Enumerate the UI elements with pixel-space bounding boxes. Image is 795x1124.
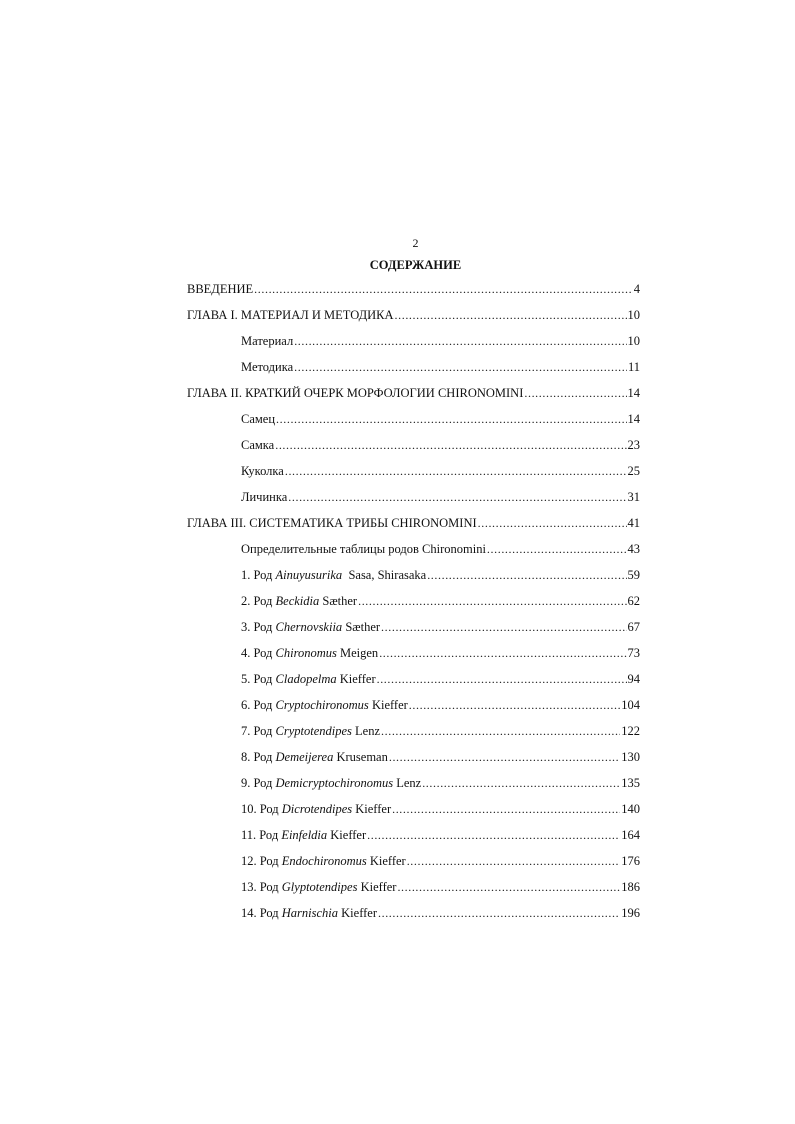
author-name: Sæther — [342, 620, 381, 634]
toc-entry-page: 186 — [621, 880, 640, 894]
toc-entry-title — [187, 513, 477, 533]
author-name: Lenz — [351, 724, 381, 738]
toc-entry-page: 14 — [627, 412, 640, 426]
genus-name: Cryptotendipes — [275, 724, 352, 738]
author-name: Meigen — [336, 646, 379, 660]
toc-entry-page: 122 — [621, 724, 640, 738]
genus-name: Harnischia — [281, 906, 339, 920]
dot-leader — [478, 513, 627, 533]
toc-entry — [187, 799, 640, 825]
author-name: Kieffer — [366, 854, 406, 868]
toc-entry-page: 164 — [621, 828, 640, 842]
toc-entry-prefix: Самка — [241, 438, 275, 452]
author-name: Kieffer — [336, 672, 376, 686]
author-name: Lenz — [393, 776, 422, 790]
toc-entry-page: 140 — [621, 802, 640, 816]
genus-name: Chernovskiia — [275, 620, 343, 634]
toc-entry — [187, 357, 640, 383]
toc-entry-prefix: 2. Род — [241, 594, 276, 608]
genus-name: Einfeldia — [281, 828, 328, 842]
toc-entry-prefix: ГЛАВА II. КРАТКИЙ ОЧЕРК МОРФОЛОГИИ CHIRONOMINI — [187, 386, 524, 400]
toc-entry — [187, 383, 640, 409]
dot-leader — [378, 903, 620, 923]
toc-entry-prefix: Личинка — [241, 490, 288, 504]
toc-entry-prefix: 1. Род — [241, 568, 276, 582]
toc-entry — [187, 747, 640, 773]
toc-entry-page: 25 — [627, 464, 640, 478]
toc-entry-prefix: ГЛАВА I. МАТЕРИАЛ И МЕТОДИКА — [187, 308, 394, 322]
dot-leader — [392, 799, 620, 819]
author-name: Sæther — [319, 594, 358, 608]
toc-entry-title — [241, 851, 406, 871]
genus-name: Beckidia — [275, 594, 320, 608]
toc-entry — [187, 669, 640, 695]
author-name: Kieffer — [352, 802, 392, 816]
toc-entry-title — [241, 695, 408, 715]
toc-entry — [187, 461, 640, 487]
toc-entry-title — [241, 825, 366, 845]
toc-entry-title — [241, 591, 357, 611]
toc-entry-title — [241, 565, 426, 585]
toc-entry-title — [241, 773, 421, 793]
toc-entry — [187, 565, 640, 591]
genus-name: Ainuyusurika — [275, 568, 343, 582]
genus-name: Cryptochironomus — [275, 698, 369, 712]
toc-entry-page: 135 — [621, 776, 640, 790]
toc-entry — [187, 773, 640, 799]
toc-entry — [187, 877, 640, 903]
genus-name: Chironomus — [275, 646, 337, 660]
toc-entry-page: 4 — [633, 282, 640, 296]
genus-name: Demeijerea — [275, 750, 334, 764]
toc-entry-page: 31 — [627, 490, 640, 504]
toc-entry-page: 130 — [621, 750, 640, 764]
toc-entry-title — [187, 279, 253, 299]
toc-entry-title — [241, 799, 391, 819]
dot-leader — [254, 279, 633, 299]
author-name: Kieffer — [357, 880, 397, 894]
toc-entry-page: 59 — [627, 568, 640, 582]
toc-entry-prefix: 12. Род — [241, 854, 282, 868]
toc-entry-title — [241, 669, 376, 689]
toc-entry-page: 104 — [621, 698, 640, 712]
toc-entry — [187, 695, 640, 721]
toc-entry-prefix: Куколка — [241, 464, 284, 478]
toc-entry-prefix: Определительные таблицы родов Chironomini — [241, 542, 486, 556]
dot-leader — [285, 461, 627, 481]
toc-entry-prefix: 5. Род — [241, 672, 276, 686]
toc-entry — [187, 539, 640, 565]
toc-entry-title — [241, 461, 284, 481]
toc-entry-title — [241, 435, 274, 455]
dot-leader — [288, 487, 626, 507]
toc-entry — [187, 279, 640, 305]
author-name: Kieffer — [368, 698, 408, 712]
toc-entry — [187, 617, 640, 643]
toc-entry-title — [241, 331, 293, 351]
dot-leader — [367, 825, 620, 845]
dot-leader — [358, 591, 626, 611]
dot-leader — [427, 565, 626, 585]
toc-entry-page: 14 — [627, 386, 640, 400]
dot-leader — [275, 435, 626, 455]
toc-entry — [187, 305, 640, 331]
genus-name: Demicryptochironomus — [275, 776, 394, 790]
toc-entry-page: 10 — [627, 308, 640, 322]
dot-leader — [397, 877, 620, 897]
toc-entry-page: 67 — [627, 620, 640, 634]
toc-entry-prefix: 7. Род — [241, 724, 276, 738]
genus-name: Cladopelma — [275, 672, 337, 686]
toc-entry-title — [241, 903, 377, 923]
dot-leader — [381, 617, 626, 637]
dot-leader — [395, 305, 627, 325]
toc-entry-page: 62 — [627, 594, 640, 608]
author-name: Sasa, Shirasaka — [342, 568, 427, 582]
toc-entry-prefix: 9. Род — [241, 776, 276, 790]
toc-entry — [187, 721, 640, 747]
table-of-contents — [187, 279, 640, 929]
toc-entry-prefix: 3. Род — [241, 620, 276, 634]
toc-entry-prefix: 11. Род — [241, 828, 282, 842]
genus-name: Glyptotendipes — [281, 880, 358, 894]
toc-entry-title — [241, 721, 380, 741]
page-number: 2 — [412, 236, 419, 250]
genus-name: Endochironomus — [281, 854, 367, 868]
toc-entry-prefix: Самец — [241, 412, 276, 426]
dot-leader — [422, 773, 620, 793]
toc-entry-title — [241, 643, 378, 663]
toc-entry — [187, 513, 640, 539]
toc-entry-title — [241, 617, 380, 637]
toc-title: СОДЕРЖАНИЕ — [369, 258, 462, 272]
toc-entry-page: 23 — [627, 438, 640, 452]
toc-entry-title — [241, 487, 287, 507]
dot-leader — [276, 409, 626, 429]
toc-entry-page: 11 — [627, 360, 640, 374]
toc-entry — [187, 643, 640, 669]
toc-entry-page: 43 — [627, 542, 640, 556]
toc-entry-prefix: ГЛАВА III. СИСТЕМАТИКА ТРИБЫ CHIRONOMINI — [187, 516, 477, 530]
toc-entry-prefix: 13. Род — [241, 880, 282, 894]
toc-entry — [187, 409, 640, 435]
toc-entry-prefix: 10. Род — [241, 802, 282, 816]
toc-entry-title — [241, 539, 486, 559]
toc-entry-page: 10 — [627, 334, 640, 348]
toc-entry-prefix: 14. Род — [241, 906, 282, 920]
dot-leader — [487, 539, 627, 559]
toc-entry-title — [187, 383, 523, 403]
genus-name: Dicrotendipes — [281, 802, 353, 816]
toc-entry-page: 73 — [627, 646, 640, 660]
dot-leader — [377, 669, 627, 689]
dot-leader — [407, 851, 621, 871]
toc-entry-title — [241, 357, 293, 377]
toc-entry — [187, 331, 640, 357]
toc-entry-prefix: 8. Род — [241, 750, 276, 764]
author-name: Kieffer — [338, 906, 377, 920]
toc-entry-page: 94 — [627, 672, 640, 686]
author-name: Kruseman — [333, 750, 388, 764]
toc-entry-title — [241, 409, 275, 429]
toc-entry-prefix: Методика — [241, 360, 294, 374]
toc-entry-prefix: ВВЕДЕНИЕ — [187, 282, 254, 296]
toc-entry — [187, 851, 640, 877]
toc-entry-page: 41 — [627, 516, 640, 530]
toc-entry-prefix: 4. Род — [241, 646, 276, 660]
toc-entry — [187, 903, 640, 929]
dot-leader — [409, 695, 620, 715]
dot-leader — [294, 357, 627, 377]
dot-leader — [294, 331, 626, 351]
toc-entry — [187, 487, 640, 513]
dot-leader — [379, 643, 626, 663]
dot-leader — [381, 721, 620, 741]
toc-entry — [187, 825, 640, 851]
toc-entry-title — [187, 305, 394, 325]
toc-entry — [187, 435, 640, 461]
dot-leader — [389, 747, 620, 767]
toc-entry-page: 176 — [621, 854, 640, 868]
dot-leader — [524, 383, 626, 403]
toc-entry — [187, 591, 640, 617]
toc-entry-title — [241, 747, 388, 767]
toc-entry-prefix: 6. Род — [241, 698, 276, 712]
toc-entry-page: 196 — [621, 906, 640, 920]
toc-entry-prefix: Материал — [241, 334, 294, 348]
toc-entry-title — [241, 877, 396, 897]
author-name: Kieffer — [327, 828, 367, 842]
